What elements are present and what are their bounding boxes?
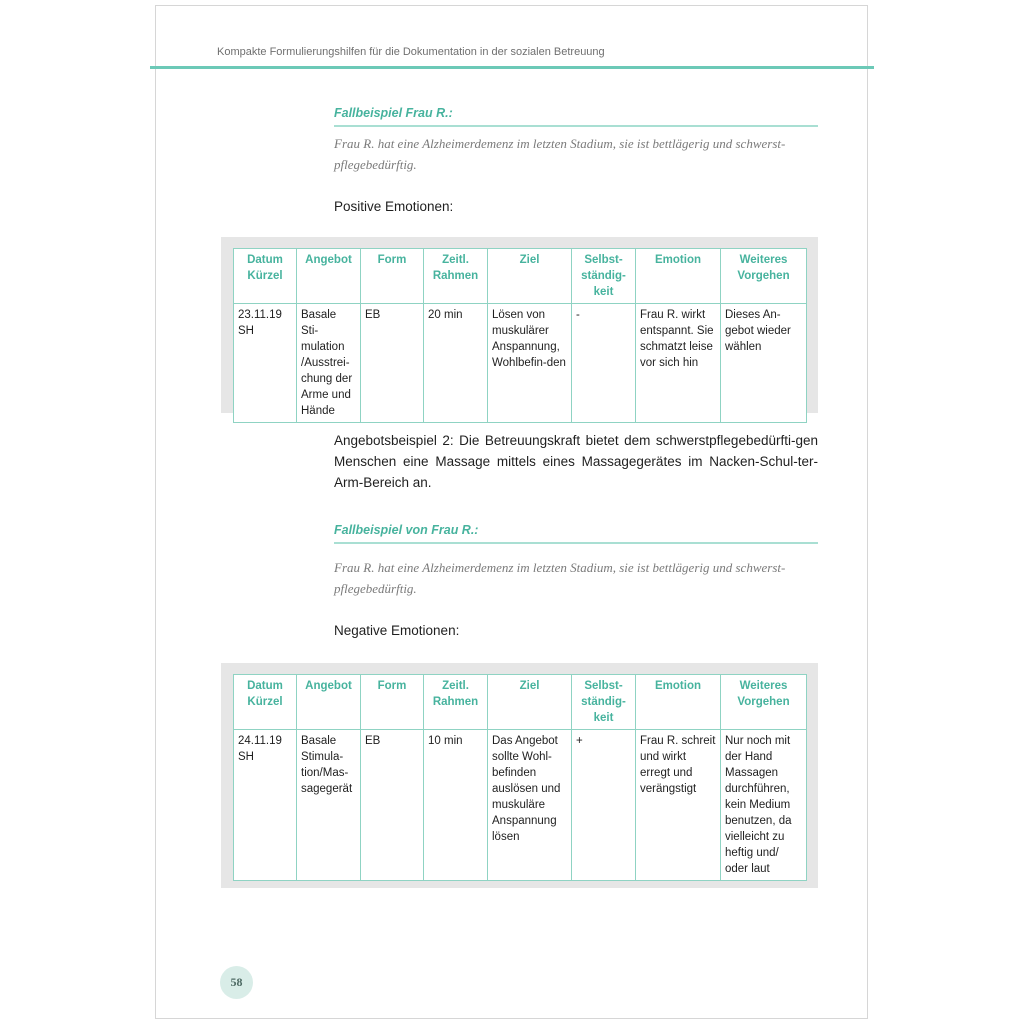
header-cell: Zeitl. Rahmen <box>424 249 488 304</box>
header-cell: Angebot <box>297 249 361 304</box>
header-cell: Selbst-ständig-keit <box>572 675 636 730</box>
case-text-1: Frau R. hat eine Alzheimerdemenz im letzten Stadium, sie ist bettlägerig und schwerst-pflegebedürftig. <box>334 136 786 172</box>
header-cell: Emotion <box>636 675 721 730</box>
table-cell: Nur noch mit der Hand Massagen durchführen, kein Medium benutzen, da vielleicht zu heftig und/ oder laut <box>721 730 807 881</box>
positive-emotions-label: Positive Emotionen: <box>334 199 454 214</box>
table-cell: EB <box>361 730 424 881</box>
header-cell: Datum Kürzel <box>234 675 297 730</box>
table-cell: Frau R. schreit und wirkt erregt und verängstigt <box>636 730 721 881</box>
table-cell: + <box>572 730 636 881</box>
table-cell: Basale Stimula-tion/Mas-sagegerät <box>297 730 361 881</box>
case-rule-2 <box>334 542 818 544</box>
table-cell: EB <box>361 304 424 423</box>
table-row <box>234 730 807 881</box>
header-cell: Ziel <box>488 249 572 304</box>
paragraph-angebotsbeispiel: Angebotsbeispiel 2: Die Betreuungskraft bietet dem schwerstpflegebedürfti-gen Menschen eine Massage mittels eines Massagegerätes im Nacken-Schul-ter-Arm-Bereich an. <box>334 433 818 490</box>
table-cell: Frau R. wirkt entspannt. Sie schmatzt leise vor sich hin <box>636 304 721 423</box>
header-cell: Ziel <box>488 675 572 730</box>
header-cell: Datum Kürzel <box>234 249 297 304</box>
table-cell: - <box>572 304 636 423</box>
header-cell: Emotion <box>636 249 721 304</box>
table-header-row <box>234 249 807 304</box>
header-cell: Weiteres Vorgehen <box>721 249 807 304</box>
table-cell: Lösen von muskulärer Anspannung, Wohlbefin-den <box>488 304 572 423</box>
table-cell: Dieses An-gebot wieder wählen <box>721 304 807 423</box>
case-rule-1 <box>334 125 818 127</box>
table-negative-box <box>221 663 818 888</box>
table-negative <box>233 674 807 881</box>
table-positive <box>233 248 807 423</box>
table-header-row <box>234 675 807 730</box>
header-cell: Angebot <box>297 675 361 730</box>
running-head: Kompakte Formulierungshilfen für die Dokumentation in der sozialen Betreuung <box>217 46 605 58</box>
table-cell: Das Angebot sollte Wohl-befinden auslösen und muskuläre Anspannung lösen <box>488 730 572 881</box>
header-cell: Zeitl. Rahmen <box>424 675 488 730</box>
case-text-2: Frau R. hat eine Alzheimerdemenz im letzten Stadium, sie ist bettlägerig und schwerst-pflegebedürftig. <box>334 560 786 596</box>
table-positive-box <box>221 237 818 417</box>
table-cell: 24.11.19 SH <box>234 730 297 881</box>
case-title-2: Fallbeispiel von Frau R.: <box>334 523 479 537</box>
table-row <box>234 304 807 423</box>
header-rule <box>150 66 874 69</box>
header-cell: Weiteres Vorgehen <box>721 675 807 730</box>
table-cell: Basale Sti-mulation /Ausstrei-chung der Arme und Hände <box>297 304 361 423</box>
table-cell: 23.11.19 SH <box>234 304 297 423</box>
table-cell: 10 min <box>424 730 488 881</box>
table-cell: 20 min <box>424 304 488 423</box>
negative-emotions-label: Negative Emotionen: <box>334 623 460 638</box>
case-title-1: Fallbeispiel Frau R.: <box>334 106 453 120</box>
header-cell: Form <box>361 249 424 304</box>
page-number: 58 <box>220 966 253 999</box>
header-cell: Form <box>361 675 424 730</box>
header-cell: Selbst-ständig-keit <box>572 249 636 304</box>
